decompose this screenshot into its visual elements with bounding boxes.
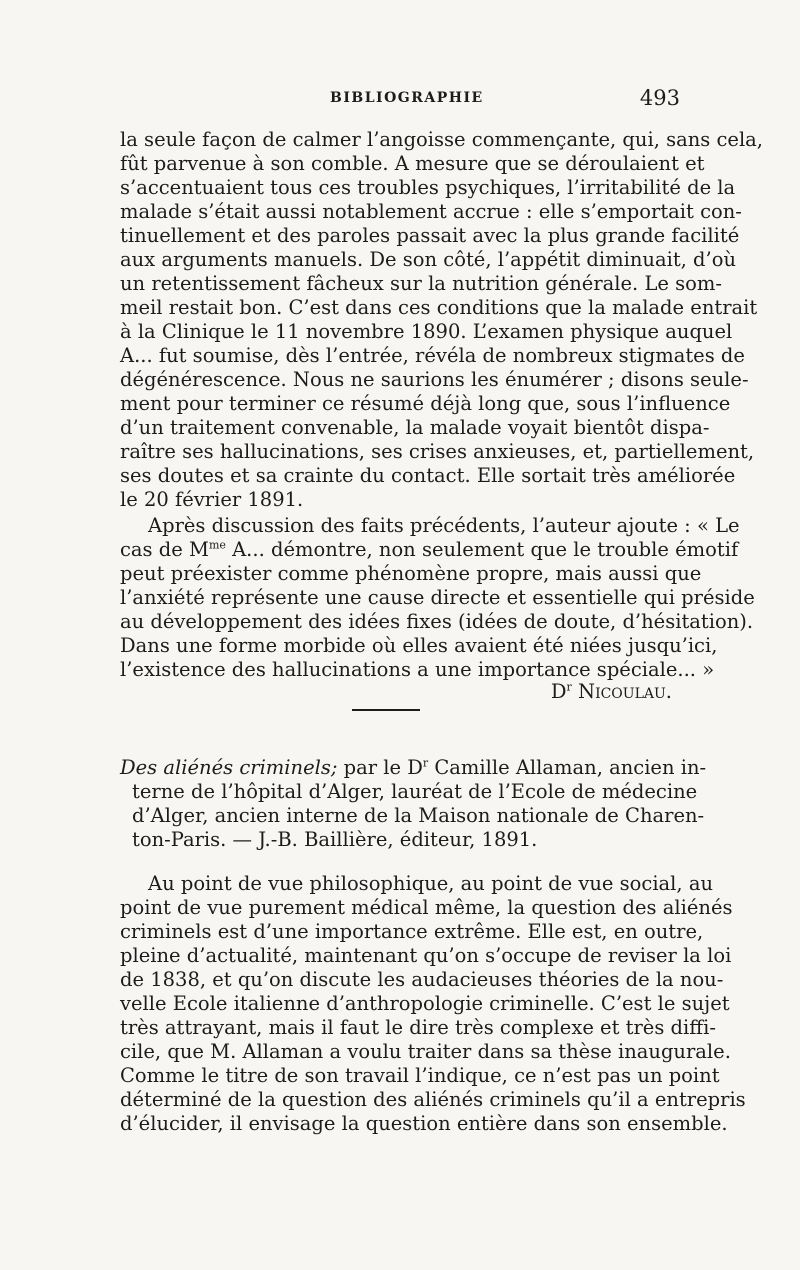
book-citation-line: ton-Paris. — J.-B. Baillière, éditeur, 1891. [132,828,538,851]
text-line: très attrayant, mais il faut le dire très complexe et très diffi- [120,1016,716,1039]
text-segment: Camille Allaman, ancien in- [428,756,707,779]
text-line: cile, que M. Allaman a voulu traiter dans sa thèse inaugurale. [120,1040,731,1063]
book-title: Des aliénés criminels; [120,756,338,779]
text-line: meil restait bon. C’est dans ces conditions que la malade entrait [120,296,758,319]
section-divider [352,709,420,711]
running-head: BIBLIOGRAPHIE [330,90,484,106]
book-citation-line: terne de l’hôpital d’Alger, lauréat de l’Ecole de médecine [132,780,698,803]
book-citation-line: d’Alger, ancien interne de la Maison nationale de Charen- [132,804,705,827]
text-line: raître ses hallucinations, ses crises anxieuses, et, partiellement, [120,440,755,463]
text-line: point de vue purement médical même, la question des aliénés [120,896,733,919]
text-line: déterminé de la question des aliénés criminels qu’il a entrepris [120,1088,746,1111]
text-line: velle Ecole italienne d’anthropologie criminelle. C’est le sujet [120,992,730,1015]
text-line: la seule façon de calmer l’angoisse commençante, qui, sans cela, [120,128,764,151]
text-segment: cas de M [120,538,209,561]
superscript: r [422,756,429,770]
signature-prefix: D [550,680,567,703]
text-segment: par le D [337,756,423,779]
signature [551,680,672,704]
text-line: un retentissement fâcheux sur la nutrition générale. Le som- [120,272,722,295]
text-segment: A... démontre, non seulement que le trouble émotif [225,538,739,561]
text-line: s’accentuaient tous ces troubles psychiques, l’irritabilité de la [120,176,736,199]
text-line: l’anxiété représente une cause directe et essentielle qui préside [120,586,755,609]
text-line: le 20 février 1891. [120,488,304,511]
text-line: Comme le titre de son travail l’indique, ce n’est pas un point [120,1064,720,1087]
book-citation-line [120,756,707,780]
text-line: pleine d’actualité, maintenant qu’on s’occupe de reviser la loi [120,944,732,967]
author-name: Nicoulau. [578,680,672,703]
text-line: ment pour terminer ce résumé déjà long que, sous l’influence [120,392,731,415]
text-line: d’un traitement convenable, la malade voyait bientôt dispa- [120,416,710,439]
page-number: 493 [639,86,680,110]
text-line: Au point de vue philosophique, au point de vue social, au [148,872,714,895]
text-line: peut préexister comme phénomène propre, mais aussi que [120,562,702,585]
text-line [120,538,739,562]
superscript: r [566,680,572,694]
text-line: fût parvenue à son comble. A mesure que se déroulaient et [120,152,705,175]
text-line: d’élucider, il envisage la question entière dans son ensemble. [120,1112,728,1135]
page-header [120,86,680,114]
text-line: l’existence des hallucinations a une importance spéciale... » [120,658,715,681]
text-line: Dans une forme morbide où elles avaient été niées jusqu’ici, [120,634,718,657]
text-line: malade s’était aussi notablement accrue : elle s’emportait con- [120,200,742,223]
text-line: ses doutes et sa crainte du contact. Elle sortait très améliorée [120,464,736,487]
text-line: Après discussion des faits précédents, l’auteur ajoute : « Le [148,514,740,537]
text-line: à la Clinique le 11 novembre 1890. L’examen physique auquel [120,320,733,343]
text-line: A... fut soumise, dès l’entrée, révéla de nombreux stigmates de [120,344,745,367]
text-line: de 1838, et qu’on discute les audacieuses théories de la nou- [120,968,724,991]
text-line: aux arguments manuels. De son côté, l’appétit diminuait, d’où [120,248,737,271]
superscript: me [208,538,226,552]
text-line: dégénérescence. Nous ne saurions les énumérer ; disons seule- [120,368,749,391]
text-line: tinuellement et des paroles passait avec la plus grande facilité [120,224,740,247]
text-line: au développement des idées fixes (idées de doute, d’hésitation). [120,610,754,633]
text-line: criminels est d’une importance extrême. Elle est, en outre, [120,920,704,943]
